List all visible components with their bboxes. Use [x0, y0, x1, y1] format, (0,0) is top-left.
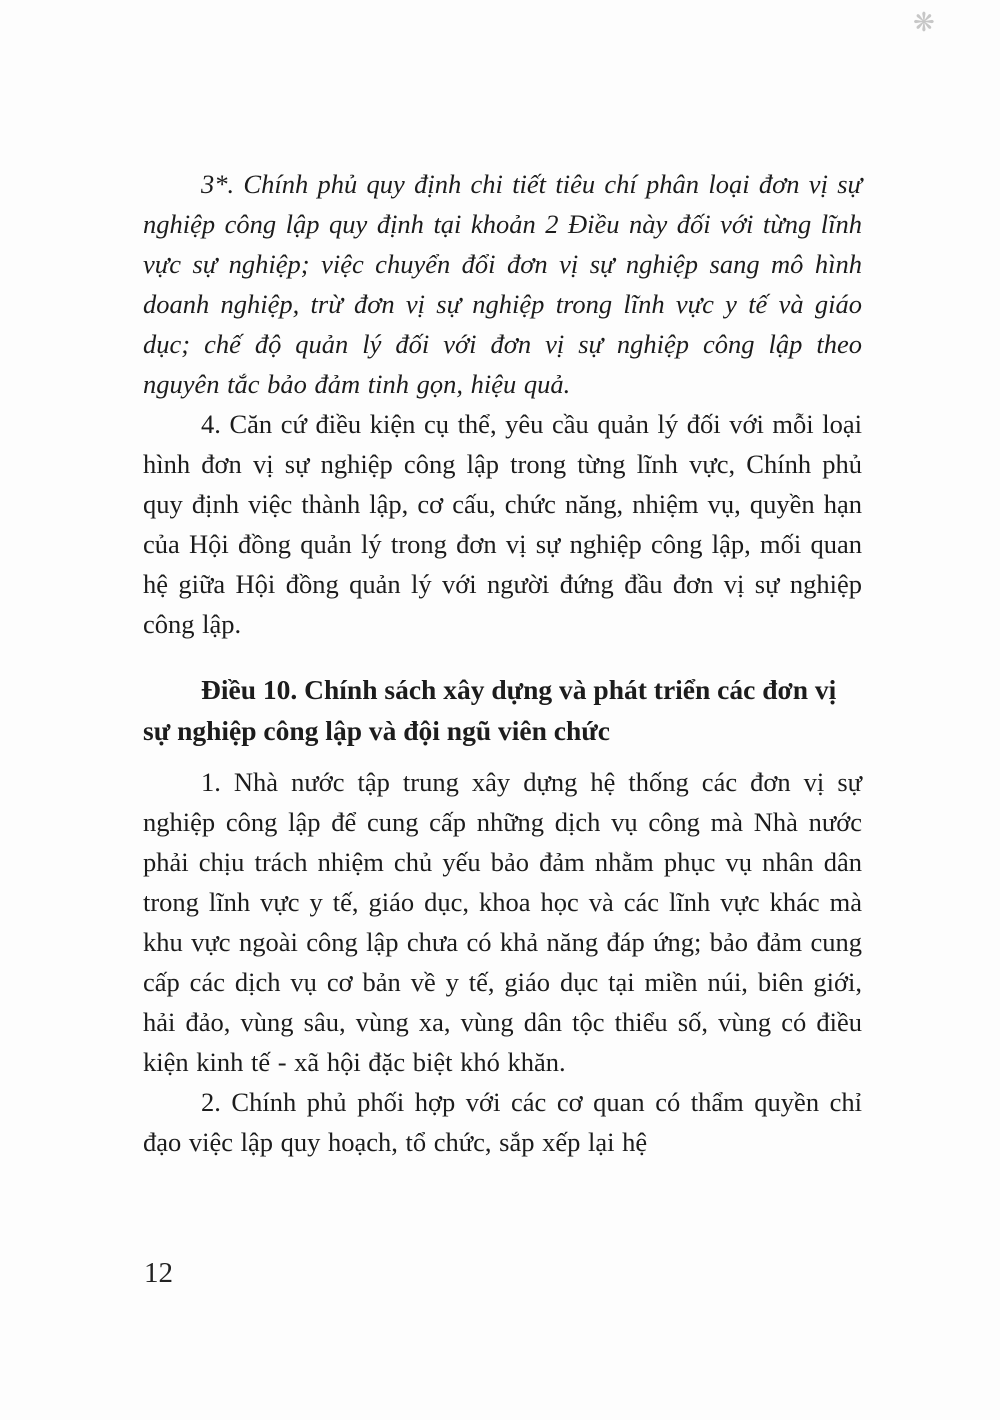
paragraph-clause-4: 4. Căn cứ điều kiện cụ thể, yêu cầu quản lý đối với mỗi loại hình đơn vị sự nghiệp công lập trong từng lĩnh vực, Chính phủ quy định việc thành lập, cơ cấu, chức năng, nhiệm vụ, quyền hạn của Hội đồng quản lý trong đơn vị sự nghiệp công lập, mối quan hệ giữa Hội đồng quản lý với người đứng đầu đơn vị sự nghiệp công lập.: [143, 409, 862, 639]
paragraph-article10-clause-1: 1. Nhà nước tập trung xây dựng hệ thống các đơn vị sự nghiệp công lập để cung cấp những dịch vụ công mà Nhà nước phải chịu trách nhiệm chủ yếu bảo đảm nhằm phục vụ nhân dân trong lĩnh vực y tế, giáo dục, khoa học và các lĩnh vực khác mà khu vực ngoài công lập chưa có khả năng đáp ứng; bảo đảm cung cấp các dịch vụ cơ bản về y tế, giáo dục tại miền núi, biên giới, hải đảo, vùng sâu, vùng xa, vùng dân tộc thiểu số, vùng có điều kiện kinh tế - xã hội đặc biệt khó khăn.: [143, 767, 862, 1077]
article-10-heading: Điều 10. Chính sách xây dựng và phát triển các đơn vị sự nghiệp công lập và đội ngũ viên chức: [143, 674, 837, 746]
page-number: 12: [144, 1257, 173, 1289]
text-block: [143, 164, 862, 1162]
flower-ornament-icon: ❋: [913, 8, 935, 37]
paragraph-article10-clause-2: 2. Chính phủ phối hợp với các cơ quan có thẩm quyền chỉ đạo việc lập quy hoạch, tổ chức, sắp xếp lại hệ: [143, 1087, 862, 1157]
paragraph-clause-3: 3*. Chính phủ quy định chi tiết tiêu chí phân loại đơn vị sự nghiệp công lập quy định tại khoản 2 Điều này đối với từng lĩnh vực sự nghiệp; việc chuyển đổi đơn vị sự nghiệp sang mô hình doanh nghiệp, trừ đơn vị sự nghiệp trong lĩnh vực y tế và giáo dục; chế độ quản lý đối với đơn vị sự nghiệp công lập theo nguyên tắc bảo đảm tinh gọn, hiệu quả.: [143, 169, 862, 399]
